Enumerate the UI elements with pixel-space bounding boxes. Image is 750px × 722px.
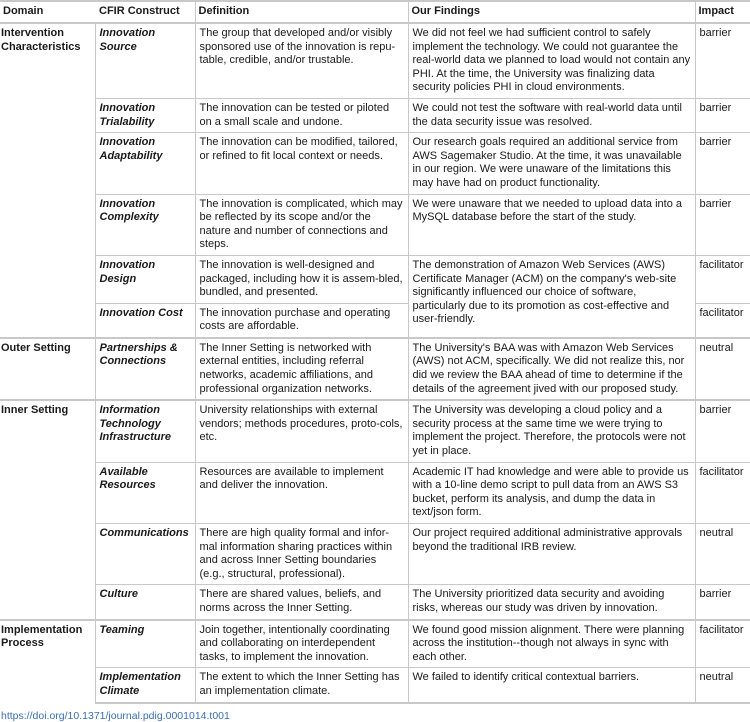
- definition-cell: The innovation is well-designed and packaged, including how it is assem-bled, bundled, and presented.: [195, 255, 408, 303]
- header-row: [0, 1, 750, 23]
- cfir-construct-cell: Implementation Climate: [95, 668, 195, 703]
- impact-cell: neutral: [695, 338, 750, 400]
- findings-cell: The University was developing a cloud policy and a security process at the same time we were trying to implement the project. Therefore, the protocols were not yet in place.: [408, 400, 695, 462]
- table-row: [0, 133, 750, 194]
- header-our-findings: Our Findings: [408, 1, 695, 23]
- cfir-construct-cell: Innovation Complexity: [95, 194, 195, 255]
- impact-cell: facilitator: [695, 462, 750, 523]
- impact-cell: facilitator: [695, 303, 750, 338]
- header-impact: Impact: [695, 1, 750, 23]
- findings-cell: We found good mission alignment. There were planning across the institution--though not always in sync with each other.: [408, 620, 695, 668]
- table-row: [0, 585, 750, 620]
- definition-cell: The Inner Setting is networked with external entities, including referral networks, academic affiliations, and professional organization networks.: [195, 338, 408, 400]
- cfir-construct-cell: Partnerships & Connections: [95, 338, 195, 400]
- domain-cell: Intervention Characteristics: [0, 23, 95, 338]
- findings-cell: Our research goals required an additional service from AWS Sagemaker Studio. At the time, it was unavailable in our region. We were unaware of the limitations this may have had on product functionality.: [408, 133, 695, 194]
- cfir-construct-cell: Available Resources: [95, 462, 195, 523]
- table-row: [0, 524, 750, 585]
- findings-cell: The University's BAA was with Amazon Web Services (AWS) not ACM, specifically. We did not realize this, nor did we review the BAA ahead of time to determine if the details of the agreement jived with our proposed study.: [408, 338, 695, 400]
- impact-cell: neutral: [695, 668, 750, 703]
- findings-cell: We did not feel we had sufficient control to safely implement the technology. We could not guarantee the real-world data we planned to load would not contain any PHI. At the time, the University was finalizing data security policies PHI in cloud environments.: [408, 23, 695, 98]
- definition-cell: The innovation can be modified, tailored, or refined to fit local context or needs.: [195, 133, 408, 194]
- impact-cell: facilitator: [695, 620, 750, 668]
- impact-cell: barrier: [695, 133, 750, 194]
- findings-cell: Academic IT had knowledge and were able to provide us with a 10-line demo script to pull data from an AWS S3 bucket, perform its analysis, and dump the data in text/json form.: [408, 462, 695, 523]
- findings-cell: We failed to identify critical contextual barriers.: [408, 668, 695, 703]
- findings-cell: We were unaware that we needed to upload data into a MySQL database before the start of the study.: [408, 194, 695, 255]
- definition-cell: University relationships with external vendors; methods procedures, proto-cols, etc.: [195, 400, 408, 462]
- table-row: [0, 23, 750, 98]
- definition-cell: The innovation purchase and operating costs are affordable.: [195, 303, 408, 338]
- table-row: [0, 620, 750, 668]
- findings-cell: The demonstration of Amazon Web Services (AWS) Certificate Manager (ACM) on the company's web-site significantly influenced our choice of software, particularly due to its promotion as cost-effective and user-friendly.: [408, 255, 695, 337]
- cfir-construct-cell: Innovation Trialability: [95, 98, 195, 132]
- cfir-construct-cell: Communications: [95, 524, 195, 585]
- cfir-construct-cell: Teaming: [95, 620, 195, 668]
- definition-cell: The extent to which the Inner Setting has an implementation climate.: [195, 668, 408, 703]
- impact-cell: barrier: [695, 98, 750, 132]
- domain-cell: Inner Setting: [0, 400, 95, 619]
- header-domain: Domain: [0, 1, 95, 23]
- definition-cell: There are high quality formal and infor-mal information sharing practices within and across Inner Setting boundaries (e.g., structural, professional).: [195, 524, 408, 585]
- findings-cell: The University prioritized data security and avoiding risks, whereas our study was driven by innovation.: [408, 585, 695, 620]
- impact-cell: barrier: [695, 194, 750, 255]
- definition-cell: The group that developed and/or visibly sponsored use of the innovation is repu-table, credible, and/or trustable.: [195, 23, 408, 98]
- cfir-construct-cell: Innovation Design: [95, 255, 195, 303]
- definition-cell: There are shared values, beliefs, and norms across the Inner Setting.: [195, 585, 408, 620]
- table-row: [0, 194, 750, 255]
- cfir-construct-cell: Culture: [95, 585, 195, 620]
- cfir-construct-cell: Innovation Source: [95, 23, 195, 98]
- cfir-construct-cell: Information Technology Infrastructure: [95, 400, 195, 462]
- table-row: [0, 98, 750, 132]
- impact-cell: neutral: [695, 524, 750, 585]
- cfir-construct-cell: Innovation Adaptability: [95, 133, 195, 194]
- impact-cell: barrier: [695, 23, 750, 98]
- impact-cell: barrier: [695, 585, 750, 620]
- definition-cell: Join together, intentionally coordinating and collaborating on interdependent tasks, to implement the innovation.: [195, 620, 408, 668]
- cfir-construct-cell: Innovation Cost: [95, 303, 195, 338]
- table-body: [0, 23, 750, 703]
- domain-cell: Implementation Process: [0, 620, 95, 703]
- header-definition: Definition: [195, 1, 408, 23]
- findings-cell: Our project required additional administrative approvals beyond the traditional IRB review.: [408, 524, 695, 585]
- definition-cell: The innovation is complicated, which may be reflected by its scope and/or the nature and number of connections and steps.: [195, 194, 408, 255]
- findings-cell: We could not test the software with real-world data until the data security issue was resolved.: [408, 98, 695, 132]
- table-row: [0, 400, 750, 462]
- doi-link[interactable]: https://doi.org/10.1371/journal.pdig.0001014.t001: [1, 709, 230, 722]
- table-row: [0, 668, 750, 703]
- table-row: [0, 338, 750, 400]
- header-cfir-construct: CFIR Construct: [95, 1, 195, 23]
- impact-cell: facilitator: [695, 255, 750, 303]
- impact-cell: barrier: [695, 400, 750, 462]
- definition-cell: Resources are available to implement and deliver the innovation.: [195, 462, 408, 523]
- table-row: [0, 255, 750, 303]
- domain-cell: Outer Setting: [0, 338, 95, 400]
- definition-cell: The innovation can be tested or piloted on a small scale and undone.: [195, 98, 408, 132]
- table-row: [0, 462, 750, 523]
